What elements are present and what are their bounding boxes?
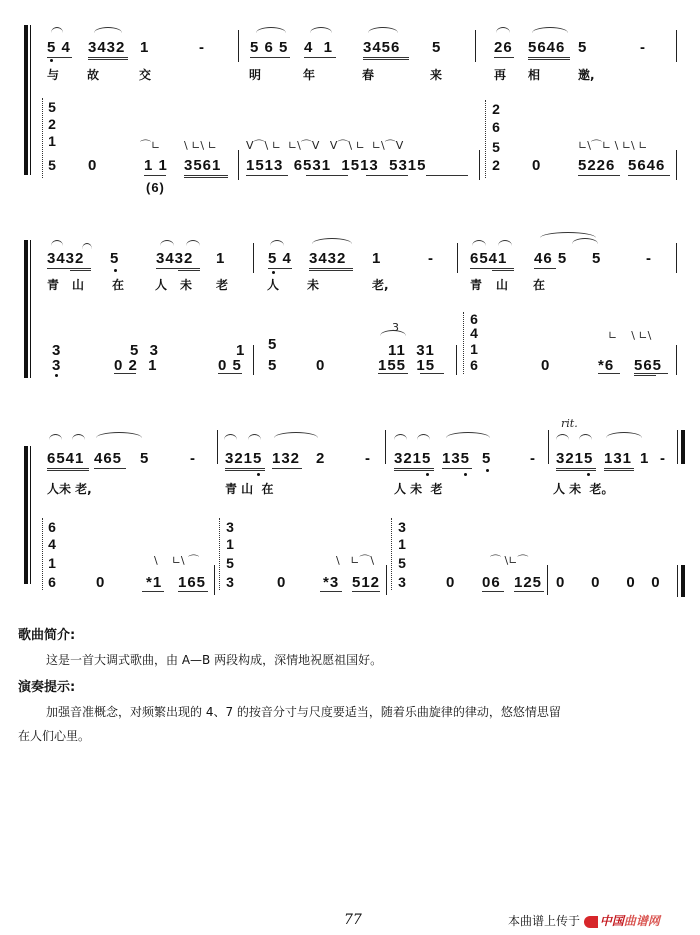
lyric: 邀, <box>578 68 595 82</box>
slur <box>472 240 486 246</box>
accomp-notes: 0 <box>541 357 551 374</box>
accomp-lower-notes: 155 15 <box>378 357 436 374</box>
underline <box>225 468 265 469</box>
underline <box>246 175 288 176</box>
underline <box>442 468 472 469</box>
chord-note: 3 <box>398 574 406 590</box>
tips-title: 演奏提示: <box>18 680 76 695</box>
slur <box>417 434 430 440</box>
final-barline-thin <box>677 565 678 597</box>
chord-note: 5 <box>48 157 56 173</box>
underline <box>320 591 342 592</box>
final-barline-thick <box>681 430 685 464</box>
lyric: 再 <box>494 68 507 82</box>
underline <box>634 373 668 374</box>
underline <box>306 175 348 176</box>
accomp-notes: *3 <box>323 574 340 591</box>
barline <box>386 565 387 595</box>
barline <box>253 345 254 375</box>
barline <box>475 30 476 62</box>
underline <box>70 270 91 271</box>
underline <box>142 591 164 592</box>
barline <box>457 243 458 273</box>
low-octave-dot <box>257 473 260 476</box>
lyric: 与 <box>47 68 60 82</box>
slur <box>556 434 569 440</box>
melody-notes: 6541 <box>470 250 508 267</box>
slur <box>256 27 286 33</box>
barline <box>214 565 215 595</box>
articulation-marks: ⌒ \∟⌒ <box>490 554 529 567</box>
site-logo-text-a: 中国 <box>599 914 624 928</box>
underline <box>225 470 265 471</box>
melody-notes: 6541 <box>47 450 85 467</box>
underline <box>420 373 444 374</box>
underline <box>394 468 434 469</box>
final-barline-thick <box>681 565 685 597</box>
slur <box>186 240 200 246</box>
melody-notes: - <box>660 450 666 467</box>
chord-note: 3 <box>226 519 234 535</box>
source-attribution <box>508 912 660 929</box>
underline <box>556 468 596 469</box>
barline <box>238 150 239 180</box>
underline <box>634 375 656 376</box>
slur <box>310 27 332 33</box>
slur <box>51 240 63 246</box>
lyric: 山 <box>72 278 85 292</box>
accomp-notes: 0 <box>532 157 542 174</box>
articulation-marks: ∟ \ ∟\ <box>608 329 652 342</box>
low-octave-dot <box>272 271 275 274</box>
underline <box>268 268 292 269</box>
slur <box>51 27 63 33</box>
source-label: 本曲谱上传于 <box>508 914 581 928</box>
articulation-marks: ⌒∟ <box>140 139 161 152</box>
barline <box>253 243 254 273</box>
underline <box>578 175 620 176</box>
articulation-marks: \ ∟\ ∟ <box>184 139 217 152</box>
accomp-notes: 565 <box>634 357 663 374</box>
accomp-alt-note: (6) <box>146 180 165 195</box>
underline <box>394 470 434 471</box>
barline <box>676 345 677 375</box>
accomp-notes: 06 <box>482 574 501 591</box>
underline <box>628 175 670 176</box>
slur <box>606 432 642 438</box>
chord-note: 2 <box>48 116 56 132</box>
lyric: 青 <box>470 278 483 292</box>
accomp-notes: 1 1 <box>144 157 168 174</box>
underline <box>144 175 166 176</box>
low-octave-dot <box>426 473 429 476</box>
intro-text: 这是一首大调式歌曲，由 A—B 两段构成，深情地祝愿祖国好。 <box>46 653 383 667</box>
chord-note: 1 <box>470 341 478 357</box>
system-brace <box>24 446 31 584</box>
melody-notes: 5 4 <box>268 250 292 267</box>
underline <box>47 468 89 469</box>
slur <box>270 240 284 246</box>
accomp-notes: 0 0 0 0 <box>556 574 661 591</box>
underline <box>156 268 200 269</box>
melody-notes: - <box>646 250 652 267</box>
articulation-marks: V⌒\ ∟ ∟\⌒V V⌒\ ∟ ∟\⌒V <box>246 139 404 152</box>
underline <box>47 268 91 269</box>
melody-notes: 46 5 <box>534 250 568 267</box>
chord-note: 1 <box>398 536 406 552</box>
articulation-marks: \ ∟⌒\ <box>336 554 375 567</box>
melody-notes: 3215 <box>556 450 594 467</box>
chord-note: 3 <box>398 519 406 535</box>
melody-notes: 1 <box>372 250 382 267</box>
low-octave-dot <box>55 374 58 377</box>
melody-notes: 5 6 5 <box>250 39 289 56</box>
slur <box>274 432 318 438</box>
tempo-mark-rit: rit. <box>561 417 578 430</box>
slur <box>49 434 62 440</box>
accomp-lower-notes: 0 5 <box>218 357 242 374</box>
barline <box>548 430 549 464</box>
underline <box>366 175 408 176</box>
underline <box>184 177 228 178</box>
underline <box>88 59 128 60</box>
chord-note: 4 <box>470 325 478 341</box>
underline <box>178 270 200 271</box>
lyric: 老 <box>216 278 229 292</box>
tips-text-line2: 在人们心里。 <box>18 729 91 743</box>
melody-notes: 3456 <box>363 39 401 56</box>
barline <box>456 345 457 375</box>
chord-note: 5 <box>226 555 234 571</box>
slur <box>82 243 92 249</box>
chord-note: 3 <box>226 574 234 590</box>
melody-notes: 5 4 <box>47 39 71 56</box>
barline <box>217 430 218 464</box>
arpeggio-wavy-line <box>485 100 489 178</box>
low-octave-dot <box>587 473 590 476</box>
melody-notes: 5 <box>432 39 442 56</box>
underline <box>604 470 634 471</box>
underline <box>363 59 409 60</box>
slur <box>496 27 510 33</box>
underline <box>598 373 620 374</box>
chord-note: 5 <box>48 99 56 115</box>
underline <box>494 57 514 58</box>
chord-note: 5 <box>492 139 500 155</box>
lyric: 人 <box>267 278 280 292</box>
underline <box>309 270 353 271</box>
underline <box>218 373 242 374</box>
slur <box>96 432 142 438</box>
melody-notes: 3215 <box>225 450 263 467</box>
slur <box>368 27 398 33</box>
accomp-notes: 0 <box>446 574 456 591</box>
barline <box>676 243 677 273</box>
slur <box>532 27 568 33</box>
slur <box>72 434 85 440</box>
chord-note: 4 <box>48 536 56 552</box>
site-logo-text-b: 曲谱网 <box>623 914 660 928</box>
low-octave-dot <box>50 59 53 62</box>
melody-notes: 2 <box>316 450 326 467</box>
lyric: 来 <box>430 68 443 82</box>
barline <box>547 565 548 595</box>
underline <box>470 268 514 269</box>
lyric: 春 <box>362 68 375 82</box>
slur <box>498 240 512 246</box>
lyric: 青 山 在 <box>225 482 274 496</box>
underline <box>492 270 514 271</box>
underline <box>534 268 556 269</box>
underline <box>426 175 468 176</box>
melody-notes: - <box>199 39 205 56</box>
tuplet-slur <box>380 330 406 336</box>
accomp-notes: 0 <box>277 574 287 591</box>
slur <box>160 240 174 246</box>
accomp-lower-notes: 5 <box>268 357 278 374</box>
lyric: 人 未 老 <box>394 482 443 496</box>
tips-text-line1: 加强音准概念，对频繁出现的 4、7 的按音分寸与尺度要适当，随着乐曲旋律的律动，悠悠情思留 <box>46 705 561 719</box>
underline <box>94 468 126 469</box>
slur <box>579 434 592 440</box>
accomp-notes: *6 <box>598 357 615 374</box>
chord-note: 1 <box>48 133 56 149</box>
lyric: 人 <box>155 278 168 292</box>
barline <box>238 30 239 62</box>
lyric: 未 <box>180 278 193 292</box>
articulation-marks: ∟\⌒∟ \ ∟\ ∟ <box>578 139 648 152</box>
accomp-notes: 3561 <box>184 157 222 174</box>
accomp-notes: 512 <box>352 574 381 591</box>
chord-note: 2 <box>492 157 500 173</box>
lyric: 在 <box>533 278 546 292</box>
lyric: 老, <box>372 278 389 292</box>
accomp-lower-notes: 0 2 1 <box>114 357 158 374</box>
page-number: 77 <box>344 912 362 928</box>
melody-notes: 4 1 <box>304 39 334 56</box>
barline <box>676 30 677 62</box>
underline <box>184 175 228 176</box>
final-barline-thin <box>677 430 678 464</box>
melody-notes: - <box>365 450 371 467</box>
melody-notes: 5 <box>482 450 492 467</box>
melody-notes: 3432 <box>47 250 85 267</box>
intro-title: 歌曲简介: <box>18 628 76 643</box>
slur <box>540 232 596 238</box>
lyric: 未 <box>307 278 320 292</box>
melody-notes: 5646 <box>528 39 566 56</box>
chord-note: 6 <box>470 311 478 327</box>
melody-notes: 5 <box>592 250 602 267</box>
melody-notes: 1 <box>640 450 650 467</box>
chord-note: 2 <box>492 101 500 117</box>
underline <box>272 468 302 469</box>
barline <box>479 150 480 180</box>
slur <box>224 434 237 440</box>
lyric: 在 <box>112 278 125 292</box>
articulation-marks: \ ∟\ ⌒ <box>154 554 200 567</box>
melody-notes: - <box>530 450 536 467</box>
low-octave-dot <box>114 269 117 272</box>
accomp-upper-notes: 5 3 <box>130 342 160 359</box>
underline <box>482 591 504 592</box>
lyric: 年 <box>303 68 316 82</box>
chord-note: 1 <box>48 555 56 571</box>
chord-note: 6 <box>470 357 478 373</box>
accomp-notes: 5646 <box>628 157 666 174</box>
arpeggio-wavy-line <box>463 312 467 374</box>
underline <box>178 591 208 592</box>
lyric: 故 <box>87 68 100 82</box>
accomp-notes: 165 <box>178 574 207 591</box>
melody-notes: - <box>190 450 196 467</box>
underline <box>114 373 136 374</box>
lyric: 人 未 老。 <box>553 482 614 496</box>
accomp-notes: 0 <box>88 157 98 174</box>
melody-notes: 3432 <box>309 250 347 267</box>
melody-notes: 26 <box>494 39 513 56</box>
underline <box>556 470 596 471</box>
melody-notes: 1 <box>140 39 150 56</box>
melody-notes: 465 <box>94 450 123 467</box>
low-octave-dot <box>486 469 489 472</box>
melody-notes: 1 <box>216 250 226 267</box>
lyric: 交 <box>139 68 152 82</box>
lyric: 青 <box>47 278 60 292</box>
underline <box>47 57 72 58</box>
accomp-lower-notes: 0 <box>316 357 326 374</box>
accomp-notes: 0 <box>96 574 106 591</box>
melody-notes: 5 <box>578 39 588 56</box>
lyric: 明 <box>249 68 262 82</box>
chord-note: 6 <box>48 519 56 535</box>
accomp-notes: 1513 6531 1513 5315 <box>246 157 427 174</box>
accomp-notes: *1 <box>146 574 163 591</box>
system-brace <box>24 25 31 175</box>
arpeggio-wavy-line <box>219 518 223 590</box>
underline <box>352 591 380 592</box>
melody-notes: 5 <box>140 450 150 467</box>
underline <box>363 57 409 58</box>
melody-notes: 3215 <box>394 450 432 467</box>
slur <box>312 238 352 244</box>
melody-notes: 5 <box>110 250 120 267</box>
underline <box>378 373 408 374</box>
low-octave-dot <box>464 473 467 476</box>
tuplet-mark: 3 <box>392 321 399 334</box>
slur <box>394 434 407 440</box>
lyric: 人未 老, <box>47 482 92 496</box>
underline <box>88 57 128 58</box>
melody-notes: 132 <box>272 450 301 467</box>
lyric: 山 <box>496 278 509 292</box>
melody-notes: - <box>428 250 434 267</box>
melody-notes: 3432 <box>88 39 126 56</box>
slur <box>572 238 598 244</box>
underline <box>309 268 353 269</box>
accomp-upper-notes: 5 <box>268 336 278 353</box>
chord-note: 5 <box>398 555 406 571</box>
chord-note: 1 <box>226 536 234 552</box>
underline <box>514 591 544 592</box>
system-brace <box>24 240 31 378</box>
arpeggio-wavy-line <box>391 518 395 590</box>
lyric: 相 <box>528 68 541 82</box>
accomp-lower-notes: 3 <box>52 357 62 374</box>
accomp-upper-notes: 3 <box>52 342 62 359</box>
underline <box>250 57 290 58</box>
underline <box>528 59 570 60</box>
melody-notes: - <box>640 39 646 56</box>
accomp-notes: 5226 <box>578 157 616 174</box>
barline <box>676 150 677 180</box>
site-logo-icon <box>584 916 598 928</box>
underline <box>528 57 570 58</box>
slur <box>248 434 261 440</box>
chord-note: 6 <box>492 119 500 135</box>
melody-notes: 3432 <box>156 250 194 267</box>
underline <box>604 468 634 469</box>
melody-notes: 135 <box>442 450 471 467</box>
chord-note: 6 <box>48 574 56 590</box>
underline <box>304 57 336 58</box>
underline <box>47 470 89 471</box>
accomp-notes: 125 <box>514 574 543 591</box>
melody-notes: 131 <box>604 450 633 467</box>
slur <box>446 432 490 438</box>
barline <box>385 430 386 464</box>
accomp-upper-notes: 1 <box>236 342 246 359</box>
slur <box>94 27 122 33</box>
accomp-upper-notes: 11 31 <box>388 342 435 359</box>
